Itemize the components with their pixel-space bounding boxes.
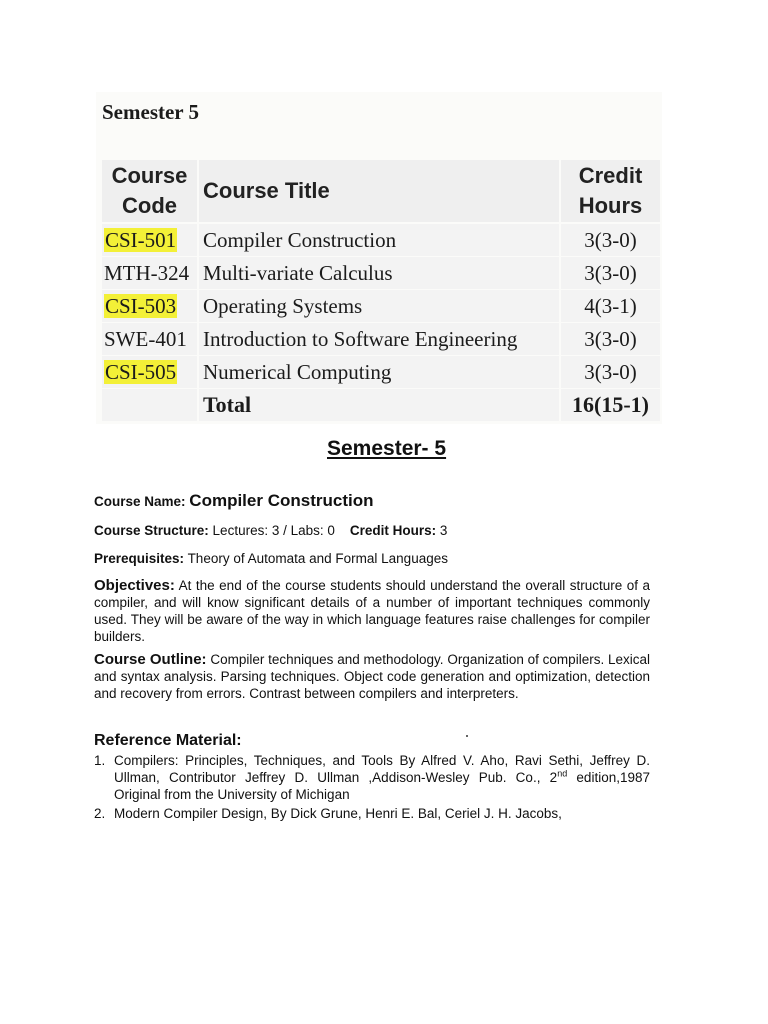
- header-course-title: Course Title: [198, 160, 560, 223]
- semester-heading: Semester- 5: [327, 437, 447, 460]
- reference-text: Compilers: Principles, Techniques, and Tools By Alfred V. Aho, Ravi Sethi, Jeffrey D. Ullman, Contributor Jeffrey D. Ullman ,Addison-Wesley Pub. Co., 2: [114, 753, 650, 785]
- reference-number: 2.: [94, 806, 106, 821]
- table-row: [102, 356, 660, 389]
- credit-hours: 3(3-0): [560, 223, 660, 257]
- course-title: Compiler Construction: [198, 223, 560, 257]
- reference-superscript: nd: [557, 768, 568, 779]
- reference-text: Modern Compiler Design, By Dick Grune, Henri E. Bal, Ceriel J. H. Jacobs,: [114, 806, 562, 821]
- objectives-label: Objectives:: [94, 577, 175, 594]
- objectives-paragraph: [94, 577, 650, 645]
- course-outline-text: Compiler techniques and methodology. Organization of compilers. Lexical and syntax analysis. Parsing techniques. Object code generation and optimization, detection and recovery from errors. Contrast between compilers and interpreters.: [94, 652, 650, 701]
- course-title: Numerical Computing: [198, 356, 560, 389]
- header-course-code-line1: Course: [111, 163, 188, 188]
- total-credit-hours: 16(15-1): [560, 389, 660, 422]
- reference-number: 1.: [94, 753, 106, 768]
- table-row: [102, 290, 660, 323]
- total-blank-cell: [102, 389, 198, 422]
- list-item: [94, 805, 650, 822]
- total-row: [102, 389, 660, 422]
- header-credit-hours: [560, 160, 660, 223]
- course-code: SWE-401: [104, 326, 187, 351]
- reference-list: [94, 752, 650, 822]
- table-row: [102, 257, 660, 290]
- course-code: MTH-324: [104, 260, 190, 285]
- course-structure-label: Course Structure:: [94, 523, 209, 538]
- course-code: CSI-505: [105, 359, 177, 384]
- stray-dot: [466, 735, 468, 737]
- course-table: [102, 160, 660, 422]
- course-code-cell: [102, 323, 198, 356]
- course-name-value: Compiler Construction: [189, 491, 374, 510]
- course-code-cell: [102, 223, 198, 257]
- course-outline-label: Course Outline:: [94, 651, 207, 668]
- prerequisites-label: Prerequisites:: [94, 551, 185, 566]
- total-label: Total: [198, 389, 560, 422]
- course-structure-line: [94, 522, 650, 539]
- credit-hours-label: Credit Hours:: [349, 523, 437, 538]
- course-structure-value: Lectures: 3 / Labs: 0: [212, 523, 335, 538]
- course-name-label: Course Name:: [94, 494, 186, 509]
- course-outline-paragraph: [94, 651, 650, 702]
- course-title: Operating Systems: [198, 290, 560, 323]
- prerequisites-line: [94, 550, 650, 567]
- credit-hours-value: 3: [439, 523, 448, 538]
- header-course-code: [102, 160, 198, 223]
- header-course-code-line2: Code: [122, 193, 177, 218]
- list-item: [94, 752, 650, 803]
- reference-material-heading: Reference Material:: [94, 732, 242, 749]
- course-name-line: [94, 492, 650, 510]
- credit-hours: 3(3-0): [560, 356, 660, 389]
- table-row: [102, 223, 660, 257]
- course-code-cell: [102, 257, 198, 290]
- semester-table-scan: [96, 92, 662, 424]
- header-credit-line1: Credit: [578, 163, 643, 188]
- credit-hours: 3(3-0): [560, 257, 660, 290]
- course-title: Introduction to Software Engineering: [198, 323, 560, 356]
- credit-hours: 4(3-1): [560, 290, 660, 323]
- objectives-text: At the end of the course students should understand the overall structure of a compiler, and will know significant details of a number of important techniques commonly used. They will be aware of the way in which language features raise challenges for compiler builders.: [94, 578, 650, 644]
- table-header-row: [102, 160, 660, 223]
- scan-heading: Semester 5: [102, 100, 199, 124]
- table-row: [102, 323, 660, 356]
- reference-text-continued: edition,1987 Original from the University of Michigan: [114, 770, 650, 802]
- course-title: Multi-variate Calculus: [198, 257, 560, 290]
- prerequisites-value: Theory of Automata and Formal Languages: [187, 551, 448, 566]
- course-code-cell: [102, 290, 198, 323]
- course-code-cell: [102, 356, 198, 389]
- credit-hours: 3(3-0): [560, 323, 660, 356]
- header-credit-line2: Hours: [578, 193, 643, 218]
- course-code: CSI-503: [105, 293, 177, 318]
- course-code: CSI-501: [105, 227, 177, 252]
